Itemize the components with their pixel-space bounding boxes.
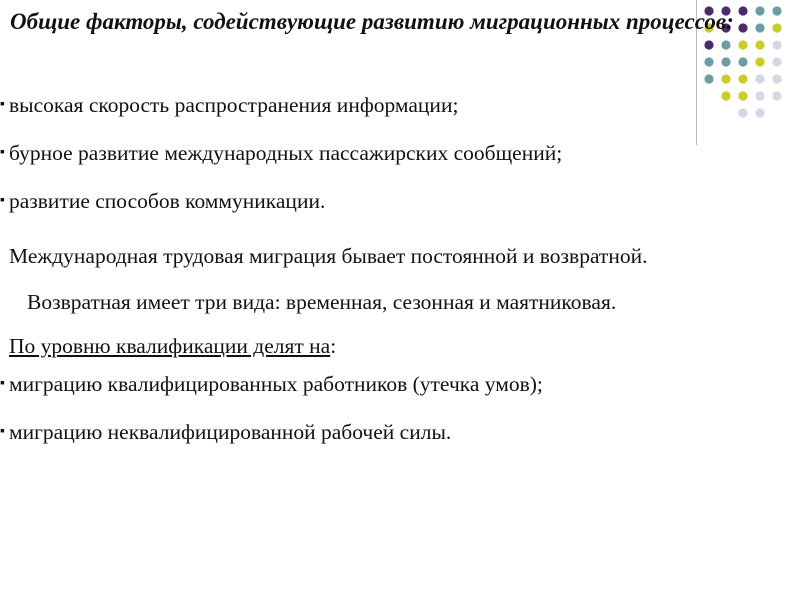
qualification-item-text: миграцию неквалифицированной рабочей силы. — [9, 420, 452, 444]
paragraph-migration-types: Международная трудовая миграция бывает постоянной и возвратной. — [9, 244, 648, 268]
factor-text: высокая скорость распространения информации; — [9, 93, 459, 117]
factor-item — [0, 141, 800, 165]
bullet-icon: ▪ — [0, 424, 5, 439]
factor-item — [0, 189, 800, 213]
bullet-icon: ▪ — [0, 145, 5, 160]
bullet-icon: ▪ — [0, 376, 5, 391]
slide-body — [0, 93, 800, 444]
qualification-heading — [0, 324, 800, 368]
bullet-icon: ▪ — [0, 193, 5, 208]
paragraph-return-migration: Возвратная имеет три вида: временная, сезонная и маятниковая. — [27, 290, 617, 314]
bullet-icon: ▪ — [0, 97, 5, 112]
qualification-heading-colon: : — [330, 334, 337, 358]
factor-item — [0, 93, 800, 117]
qualification-item — [0, 372, 800, 396]
qualification-item-text: миграцию квалифицированных работников (утечка умов); — [9, 372, 543, 396]
slide-title: Общие факторы, содействующие развитию миграционных процессов: — [10, 9, 734, 34]
factor-text: развитие способов коммуникации. — [9, 189, 326, 213]
factor-text: бурное развитие международных пассажирских сообщений; — [9, 141, 563, 165]
qualification-heading-text: По уровню квалификации делят на — [9, 334, 331, 358]
qualification-item — [0, 420, 800, 444]
